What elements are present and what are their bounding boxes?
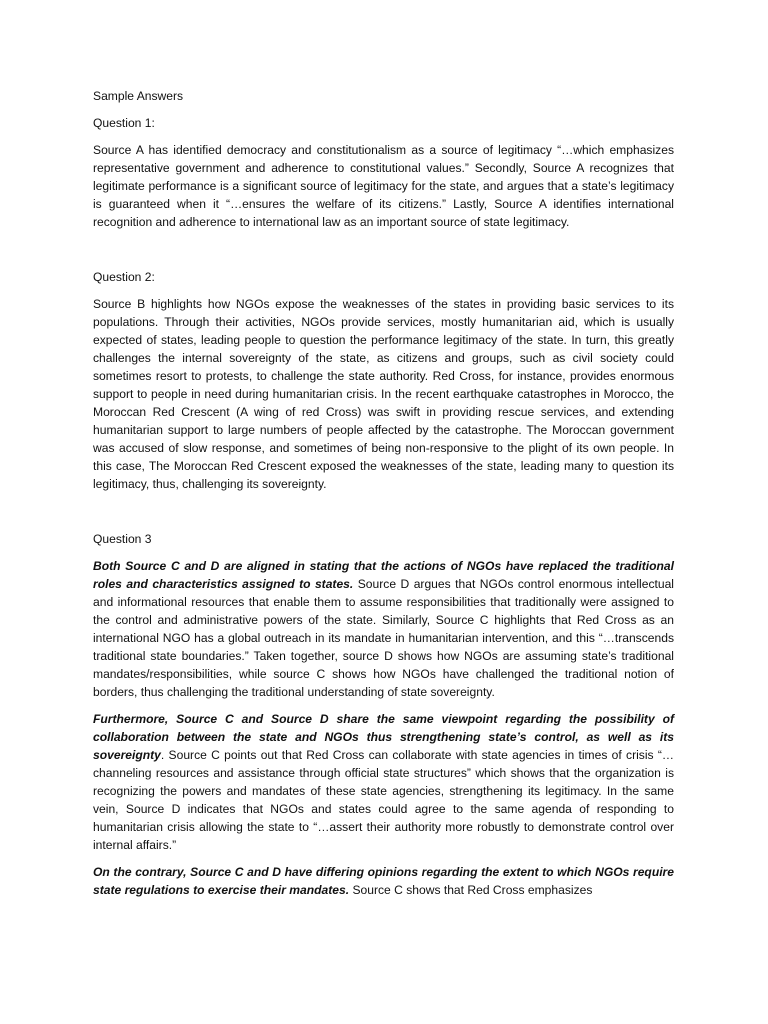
question-3-heading: Question 3 — [93, 532, 152, 546]
question-3-paragraph-1 — [93, 557, 674, 701]
paragraph-body: Source D argues that NGOs control enormous intellectual and informational resources that enable them to assume responsibilities that traditionally were assigned to the control and administrative powers of the state. Similarly, Source C highlights that Red Cross as an international NGO has a global outreach in its mandate in humanitarian intervention, and this “…transcends traditional state boundaries.” Taken together, source D shows how NGOs are assuming state’s traditional mandates/responsibilities, while source C shows how NGOs have challenged the traditional notion of borders, thus challenging the traditional understanding of state sovereignty. — [93, 577, 674, 699]
question-2-answer: Source B highlights how NGOs expose the weaknesses of the states in providing basic services to its populations. Through their activities, NGOs provide services, mostly humanitarian aid, which is usually expected of states, leading people to question the performance legitimacy of the state. In turn, this greatly challenges the internal sovereignty of the state, as citizens and groups, such as civil society could sometimes resort to protests, to challenge the state authority. Red Cross, for instance, provides enormous support to people in need during humanitarian crisis. In the recent earthquake catastrophes in Morocco, the Moroccan Red Crescent (A wing of red Cross) was swift in providing rescue services, and extending humanitarian support to large numbers of people affected by the catastrophe. The Moroccan government was accused of slow response, and sometimes of being non-responsive to the plight of its own people. In this case, The Moroccan Red Crescent exposed the weaknesses of the state, leading many to question its legitimacy, thus, challenging its sovereignty. — [93, 297, 674, 491]
question-3-paragraph-3 — [93, 863, 674, 899]
paragraph-body: Source C shows that Red Cross emphasizes — [349, 883, 593, 897]
question-3-paragraph-2 — [93, 710, 674, 854]
paragraph-lead: Both Source C and D are aligned in stating that the actions of NGOs have replaced the traditional roles and characteristics assigned to states. — [93, 559, 674, 591]
paragraph-lead: On the contrary, Source C and D have differing opinions regarding the extent to which NGOs require state regulations to exercise their mandates. — [93, 865, 674, 897]
document-title: Sample Answers — [93, 89, 184, 103]
question-2-heading: Question 2: — [93, 270, 155, 284]
paragraph-body: . Source C points out that Red Cross can collaborate with state agencies in times of crisis “…channeling resources and assistance through official state structures” which shows that the organization is recognizing the powers and mandates of these state agencies, strengthening its legitimacy. In the same vein, Source D indicates that NGOs and states could agree to the same agenda of responding to humanitarian crisis allowing the state to “…assert their authority more robustly to demonstrate control over internal affairs.” — [93, 748, 674, 852]
question-1-heading: Question 1: — [93, 116, 155, 130]
question-1-answer: Source A has identified democracy and constitutionalism as a source of legitimacy “…which emphasizes representative government and adherence to constitutional values.” Secondly, Source A recognizes that legitimate performance is a significant source of legitimacy for the state, and argues that a state’s legitimacy is guaranteed when it “…ensures the welfare of its citizens.” Lastly, Source A identifies international recognition and adherence to international law as an important source of state legitimacy. — [93, 143, 674, 229]
paragraph-lead: Furthermore, Source C and Source D share the same viewpoint regarding the possibility of collaboration between the state and NGOs thus strengthening state’s control, as well as its sovereignty — [93, 712, 674, 762]
